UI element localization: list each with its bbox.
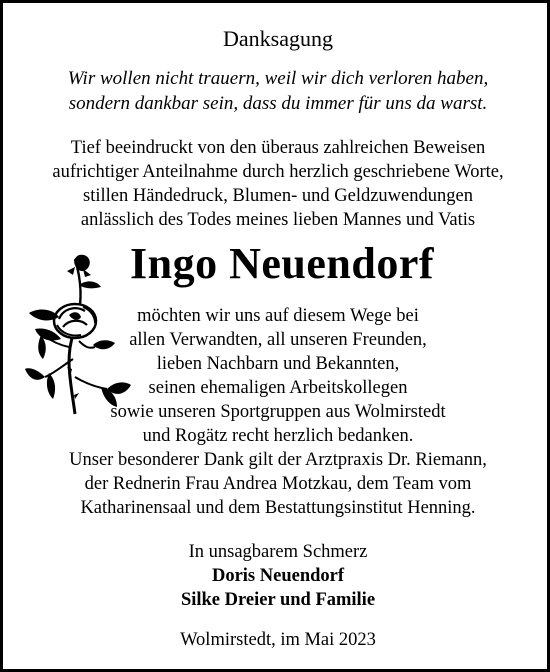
closing-line: In unsagbarem Schmerz bbox=[188, 542, 368, 562]
thanks-line-8: der Rednerin Frau Andrea Motzkau, dem Team vom bbox=[84, 474, 472, 494]
place-date: Wolmirstedt, im Mai 2023 bbox=[180, 630, 376, 650]
thanks-line-6: und Rogätz recht herzlich bedanken. bbox=[142, 426, 414, 446]
notice-heading: Danksagung bbox=[223, 26, 333, 51]
deceased-name: Ingo Neuendorf bbox=[129, 239, 435, 288]
thanks-line-9: Katharinensaal und dem Bestattungsinstitut Henning. bbox=[80, 498, 476, 518]
intro-line-1: Tief beeindruckt von den überaus zahlreichen Beweisen bbox=[70, 138, 486, 158]
signatory-1: Doris Neuendorf bbox=[211, 566, 345, 586]
motto-line-1: Wir wollen nicht trauern, weil wir dich verloren haben, bbox=[67, 68, 489, 89]
thanks-line-2: allen Verwandten, all unseren Freunden, bbox=[129, 330, 427, 350]
thanks-line-3: lieben Nachbarn und Bekannten, bbox=[156, 354, 400, 374]
signatory-2: Silke Dreier und Familie bbox=[180, 590, 376, 610]
thanks-line-5: sowie unseren Sportgruppen aus Wolmirstedt bbox=[110, 402, 446, 422]
intro-line-3: stillen Händedruck, Blumen- und Geldzuwendungen bbox=[83, 186, 473, 206]
thanks-line-4: seinen ehemaligen Arbeitskollegen bbox=[148, 378, 408, 398]
thanks-line-7: Unser besonderer Dank gilt der Arztpraxis Dr. Riemann, bbox=[69, 450, 487, 470]
thanks-line-1: möchten wir uns auf diesem Wege bei bbox=[137, 306, 419, 326]
motto-line-2: sondern dankbar sein, dass du immer für uns da warst. bbox=[68, 93, 488, 114]
intro-line-4: anlässlich des Todes meines lieben Mannes und Vatis bbox=[80, 210, 476, 230]
intro-line-2: aufrichtiger Anteilnahme durch herzlich geschriebene Worte, bbox=[52, 162, 504, 182]
